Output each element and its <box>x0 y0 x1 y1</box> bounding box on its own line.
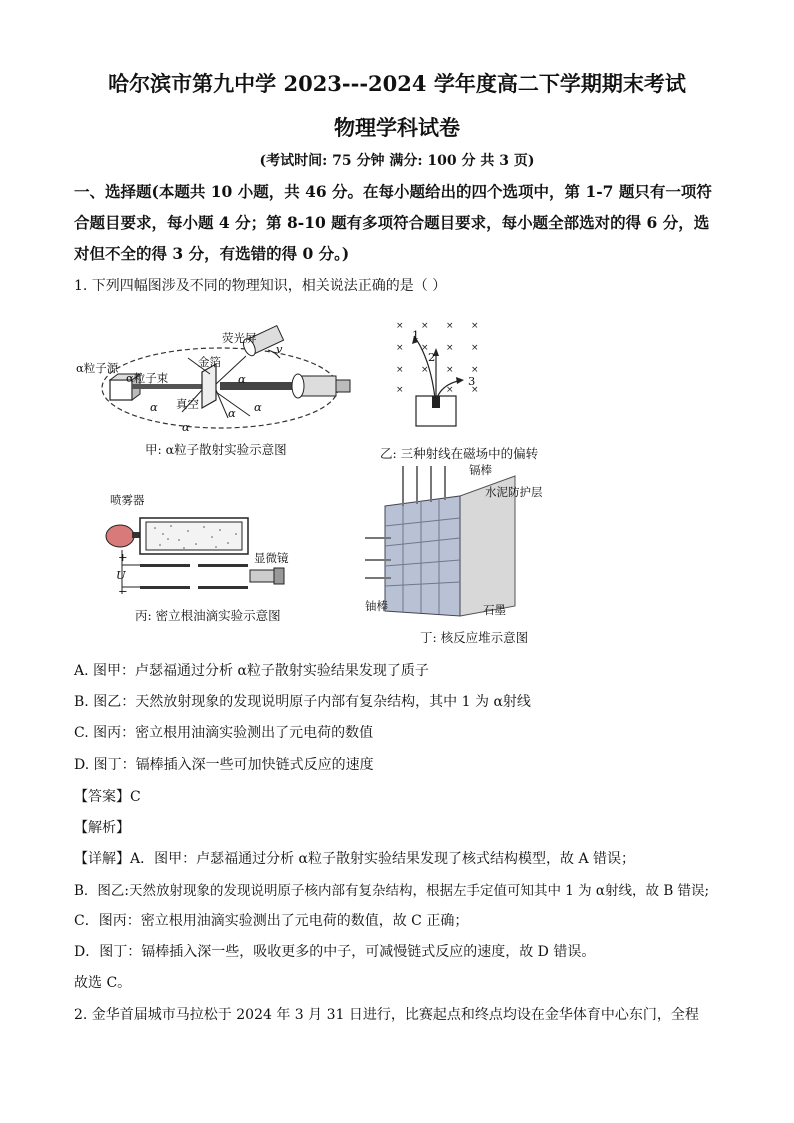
svg-text:×: × <box>396 385 404 395</box>
label-plus: + <box>118 550 128 564</box>
q1-analysis: 【解析】 <box>74 820 130 836</box>
q1-option-d: D. 图丁：镉棒插入深一些可加快链式反应的速度 <box>74 757 374 773</box>
svg-text:×: × <box>471 365 479 375</box>
figure-alpha-scattering <box>70 320 360 460</box>
label-alpha-1: α <box>238 372 246 386</box>
caption-bing: 丙: 密立根油滴实验示意图 <box>135 608 281 623</box>
figure-reactor <box>365 463 565 626</box>
label-concrete-layer: 水泥防护层 <box>485 485 543 499</box>
label-vacuum: 真空 <box>176 397 199 411</box>
alpha-scattering-drawing <box>70 320 360 460</box>
q1-option-b: B. 图乙：天然放射现象的发现说明原子内部有复杂结构，其中 1 为 α射线 <box>74 694 531 710</box>
ray-label-1: 1 <box>412 328 420 342</box>
exam-subtitle: 物理学科试卷 <box>334 115 460 140</box>
label-graphite: 石墨 <box>483 603 506 617</box>
section-instructions <box>74 176 724 269</box>
svg-text:×: × <box>396 321 404 331</box>
svg-text:×: × <box>471 385 479 395</box>
q1-detail-5: 故选 C。 <box>74 975 132 991</box>
label-uranium-rod: 铀棒 <box>365 599 388 613</box>
section-line-2: 合题目要求，每小题 4 分；第 8-10 题有多项符合题目要求，每小题全部选对的得 6 分，选 <box>74 213 710 232</box>
label-sprayer: 喷雾器 <box>110 493 145 507</box>
q1-stem: 1. 下列四幅图涉及不同的物理知识，相关说法正确的是（ ） <box>74 278 447 294</box>
ray-label-3: 3 <box>468 374 476 388</box>
label-minus: − <box>118 584 128 598</box>
svg-text:×: × <box>421 321 429 331</box>
q1-answer: 【答案】C <box>74 789 141 805</box>
figure-rays-field <box>390 318 500 428</box>
svg-text:×: × <box>446 343 454 353</box>
exam-meta: (考试时间: 75 分钟 满分: 100 分 共 3 页) <box>259 153 535 169</box>
label-foil: 金箔 <box>198 355 221 369</box>
svg-text:×: × <box>446 385 454 395</box>
caption-ding: 丁: 核反应堆示意图 <box>420 630 529 645</box>
svg-text:×: × <box>471 321 479 331</box>
label-cadmium-rod: 镉棒 <box>469 463 492 477</box>
ray-label-2: 2 <box>428 350 436 364</box>
label-alpha-5: α <box>182 420 190 434</box>
svg-text:×: × <box>421 365 429 375</box>
label-screen: 荧光屏 <box>222 331 257 345</box>
label-alpha-4: α <box>254 400 262 414</box>
svg-text:×: × <box>421 343 429 353</box>
q1-detail-4: D．图丁：镉棒插入深一些，吸收更多的中子，可减慢链式反应的速度，故 D 错误。 <box>74 944 596 960</box>
svg-text:×: × <box>396 343 404 353</box>
svg-text:×: × <box>446 321 454 331</box>
section-line-1: 一、选择题(本题共 10 小题，共 46 分。在每小题给出的四个选项中，第 1-7 题只有一项符 <box>74 182 712 201</box>
svg-text:×: × <box>396 365 404 375</box>
rays-field-drawing <box>390 318 500 428</box>
caption-yi: 乙: 三种射线在磁场中的偏转 <box>380 446 539 461</box>
label-alpha-3: α <box>228 406 236 420</box>
label-v: v <box>276 342 283 356</box>
q1-detail-2: B．图乙:天然放射现象的发现说明原子核内部有复杂结构，根据左手定值可知其中 1 为 α射线，故 B 错误; <box>74 883 710 899</box>
q1-detail-3: C．图丙：密立根用油滴实验测出了元电荷的数值，故 C 正确； <box>74 913 469 929</box>
exam-title: 哈尔滨市第九中学 2023---2024 学年度高二下学期期末考试 <box>108 71 686 96</box>
label-beam: α粒子束 <box>126 371 169 385</box>
svg-text:×: × <box>471 343 479 353</box>
svg-text:×: × <box>446 365 454 375</box>
q1-detail-1: 【详解】A．图甲：卢瑟福通过分析 α粒子散射实验结果发现了核式结构模型，故 A 错误； <box>74 851 636 867</box>
label-source: α粒子源 <box>76 361 119 375</box>
label-microscope: 显微镜 <box>254 551 289 565</box>
q2-stem: 2. 金华首届城市马拉松于 2024 年 3 月 31 日进行，比赛起点和终点均设在金华体育中心东门，全程 <box>74 1007 699 1023</box>
figure-oil-drop <box>100 490 330 600</box>
label-u: U <box>116 568 126 582</box>
section-line-3: 对但不全的得 3 分，有选错的得 0 分。) <box>74 244 350 263</box>
q1-option-a: A. 图甲：卢瑟福通过分析 α粒子散射实验结果发现了质子 <box>74 663 429 679</box>
q1-option-c: C. 图丙：密立根用油滴实验测出了元电荷的数值 <box>74 725 374 741</box>
label-alpha-2: α <box>150 400 158 414</box>
caption-jia: 甲: α粒子散射实验示意图 <box>145 442 287 457</box>
